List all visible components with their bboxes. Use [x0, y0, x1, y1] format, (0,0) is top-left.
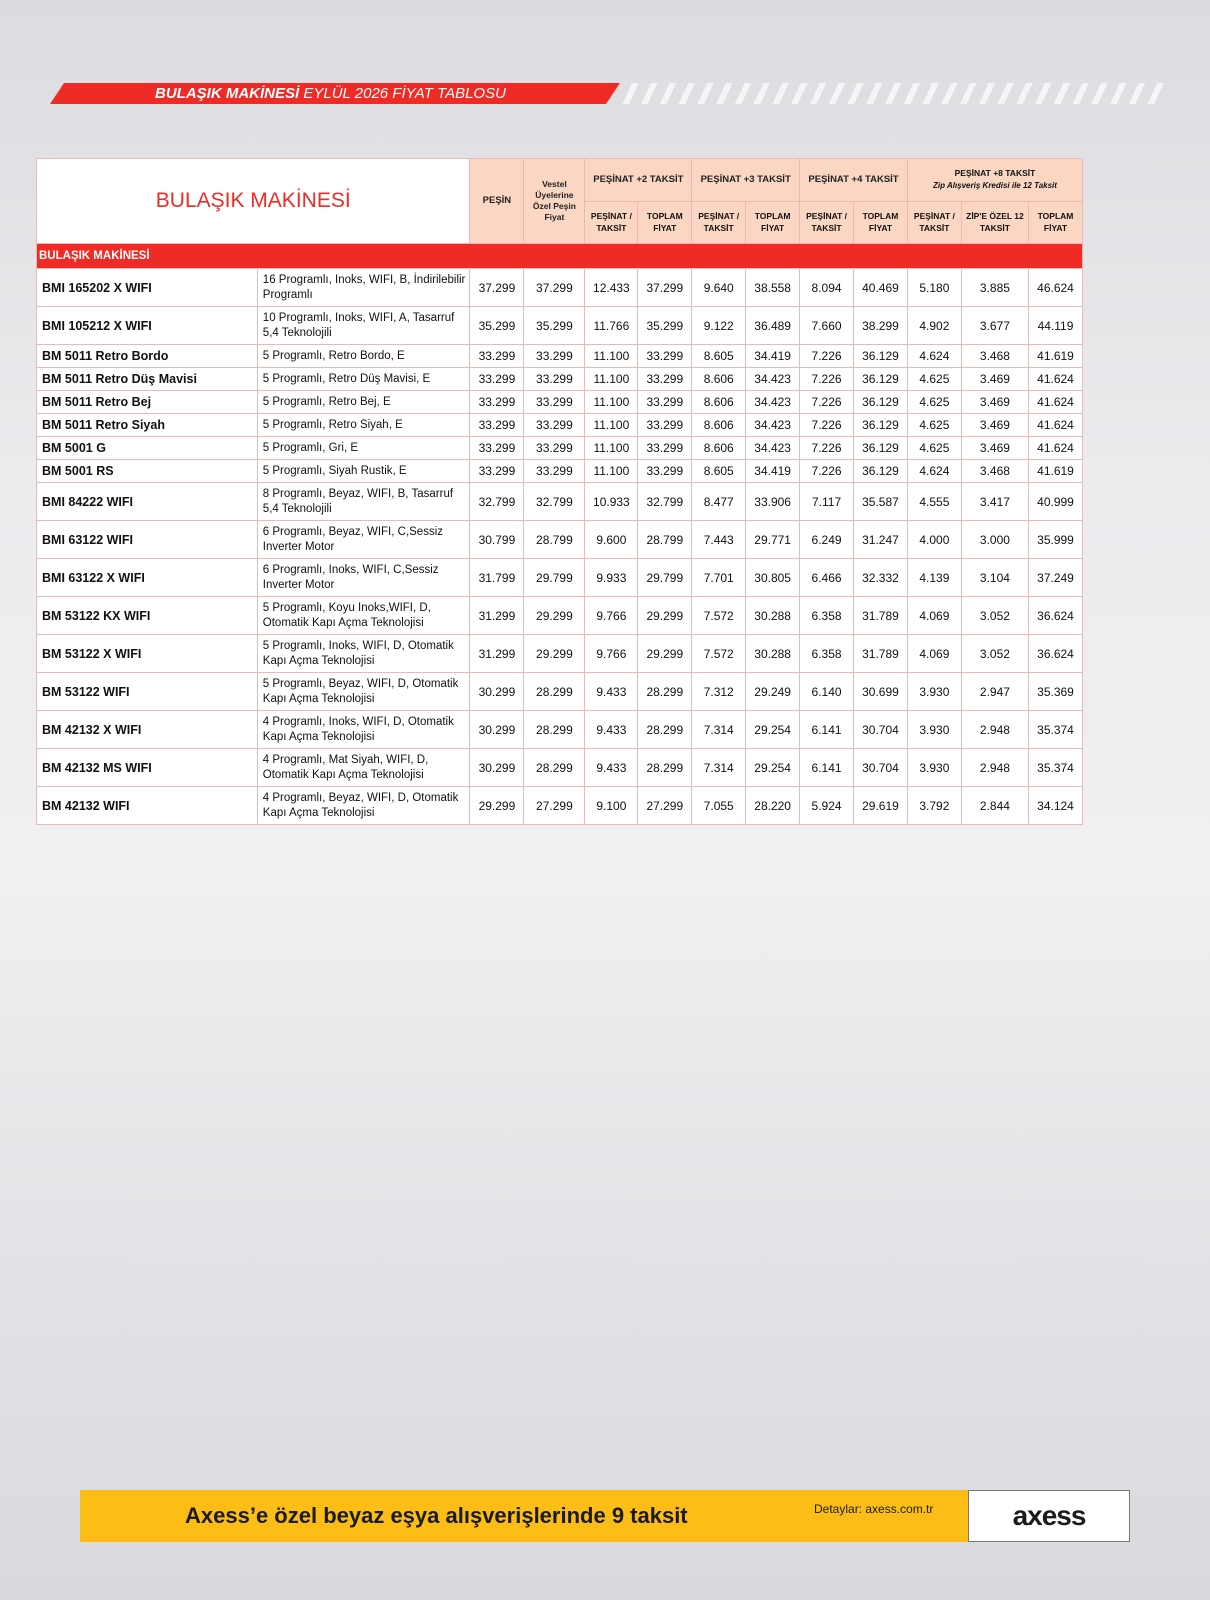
- price-cell: 9.766: [585, 635, 638, 673]
- price-cell: 11.100: [585, 391, 638, 414]
- price-cell: 6.141: [800, 749, 854, 787]
- price-cell: 29.799: [638, 559, 692, 597]
- price-cell: 33.299: [638, 368, 692, 391]
- table-row: [37, 307, 1083, 345]
- price-cell: 9.433: [585, 749, 638, 787]
- price-cell: 40.469: [854, 269, 908, 307]
- price-cell: 30.704: [854, 749, 908, 787]
- price-cell: 3.468: [961, 460, 1028, 483]
- price-cell: 30.299: [470, 711, 524, 749]
- price-cell: 28.299: [524, 711, 585, 749]
- sub-pesinat: PEŞİNAT / TAKSİT: [800, 201, 854, 244]
- model-cell: BMI 84222 WIFI: [37, 483, 258, 521]
- price-cell: 7.226: [800, 345, 854, 368]
- description-cell: 5 Programlı, Retro Düş Mavisi, E: [257, 368, 470, 391]
- price-cell: 30.288: [746, 635, 800, 673]
- price-cell: 3.885: [961, 269, 1028, 307]
- price-cell: 37.299: [470, 269, 524, 307]
- price-cell: 8.094: [800, 269, 854, 307]
- description-cell: 4 Programlı, Mat Siyah, WIFI, D, Otomatik Kapı Açma Teknolojisi: [257, 749, 470, 787]
- price-cell: 35.999: [1029, 521, 1083, 559]
- table-row: [37, 597, 1083, 635]
- price-cell: 29.254: [746, 711, 800, 749]
- price-cell: 33.906: [746, 483, 800, 521]
- price-cell: 28.799: [524, 521, 585, 559]
- table-row: [37, 269, 1083, 307]
- price-cell: 9.600: [585, 521, 638, 559]
- description-cell: 8 Programlı, Beyaz, WIFI, B, Tasarruf 5,4 Teknolojili: [257, 483, 470, 521]
- price-cell: 34.419: [746, 460, 800, 483]
- price-cell: 4.624: [907, 345, 961, 368]
- price-cell: 35.587: [854, 483, 908, 521]
- price-cell: 36.489: [746, 307, 800, 345]
- price-cell: 4.902: [907, 307, 961, 345]
- model-cell: BM 53122 X WIFI: [37, 635, 258, 673]
- price-cell: 3.417: [961, 483, 1028, 521]
- model-cell: BM 53122 KX WIFI: [37, 597, 258, 635]
- price-cell: 36.129: [854, 437, 908, 460]
- price-cell: 33.299: [638, 391, 692, 414]
- price-cell: 7.312: [692, 673, 746, 711]
- sub-toplam: TOPLAM FİYAT: [638, 201, 692, 244]
- price-cell: 4.625: [907, 368, 961, 391]
- description-cell: 16 Programlı, Inoks, WIFI, B, İndirilebilir Programlı: [257, 269, 470, 307]
- price-cell: 7.226: [800, 368, 854, 391]
- price-cell: 27.299: [524, 787, 585, 825]
- price-cell: 33.299: [524, 391, 585, 414]
- description-cell: 5 Programlı, Siyah Rustik, E: [257, 460, 470, 483]
- price-cell: 29.299: [638, 597, 692, 635]
- price-cell: 11.100: [585, 437, 638, 460]
- sub-toplam: TOPLAM FİYAT: [854, 201, 908, 244]
- description-cell: 5 Programlı, Retro Bej, E: [257, 391, 470, 414]
- price-cell: 4.624: [907, 460, 961, 483]
- price-cell: 7.660: [800, 307, 854, 345]
- price-cell: 6.358: [800, 635, 854, 673]
- price-cell: 8.606: [692, 437, 746, 460]
- price-cell: 40.999: [1029, 483, 1083, 521]
- price-cell: 3.469: [961, 391, 1028, 414]
- price-cell: 3.104: [961, 559, 1028, 597]
- price-cell: 5.924: [800, 787, 854, 825]
- price-cell: 30.799: [470, 521, 524, 559]
- section-label: BULAŞIK MAKİNESİ: [37, 244, 1083, 269]
- footer-banner: [80, 1490, 1130, 1542]
- price-cell: 28.299: [524, 749, 585, 787]
- price-cell: 30.299: [470, 749, 524, 787]
- price-cell: 36.624: [1029, 597, 1083, 635]
- price-cell: 33.299: [470, 460, 524, 483]
- price-cell: 30.699: [854, 673, 908, 711]
- description-cell: 10 Programlı, Inoks, WIFI, A, Tasarruf 5,4 Teknolojili: [257, 307, 470, 345]
- price-cell: 3.052: [961, 635, 1028, 673]
- model-cell: BM 5011 Retro Düş Mavisi: [37, 368, 258, 391]
- price-cell: 6.466: [800, 559, 854, 597]
- sub-pesinat: PEŞİNAT / TAKSİT: [907, 201, 961, 244]
- price-cell: 4.069: [907, 597, 961, 635]
- table-row: [37, 521, 1083, 559]
- price-cell: 9.433: [585, 673, 638, 711]
- price-cell: 11.100: [585, 414, 638, 437]
- price-cell: 4.625: [907, 391, 961, 414]
- price-cell: 8.477: [692, 483, 746, 521]
- price-cell: 29.254: [746, 749, 800, 787]
- group-8-title: PEŞİNAT +8 TAKSİT: [954, 168, 1036, 179]
- price-cell: 41.624: [1029, 414, 1083, 437]
- price-cell: 11.100: [585, 368, 638, 391]
- price-cell: 36.129: [854, 391, 908, 414]
- price-cell: 3.930: [907, 711, 961, 749]
- price-cell: 4.555: [907, 483, 961, 521]
- price-cell: 9.122: [692, 307, 746, 345]
- price-cell: 7.572: [692, 597, 746, 635]
- table-row: [37, 635, 1083, 673]
- price-cell: 33.299: [470, 345, 524, 368]
- price-cell: 28.299: [638, 673, 692, 711]
- price-cell: 37.299: [524, 269, 585, 307]
- heading-rest: EYLÜL 2026 FİYAT TABLOSU: [299, 85, 506, 102]
- sub-zip: ZİP'E ÖZEL 12 TAKSİT: [961, 201, 1028, 244]
- price-cell: 6.141: [800, 711, 854, 749]
- price-cell: 35.299: [470, 307, 524, 345]
- price-cell: 4.139: [907, 559, 961, 597]
- table-row: [37, 787, 1083, 825]
- price-cell: 29.299: [638, 635, 692, 673]
- price-cell: 33.299: [470, 391, 524, 414]
- price-cell: 46.624: [1029, 269, 1083, 307]
- price-cell: 4.000: [907, 521, 961, 559]
- price-cell: 41.619: [1029, 460, 1083, 483]
- price-cell: 28.220: [746, 787, 800, 825]
- price-cell: 2.948: [961, 749, 1028, 787]
- price-cell: 4.625: [907, 437, 961, 460]
- price-cell: 33.299: [524, 368, 585, 391]
- table-row: [37, 559, 1083, 597]
- price-cell: 34.423: [746, 437, 800, 460]
- price-cell: 7.314: [692, 749, 746, 787]
- price-cell: 36.129: [854, 414, 908, 437]
- price-cell: 35.374: [1029, 749, 1083, 787]
- price-cell: 33.299: [470, 414, 524, 437]
- model-cell: BM 53122 WIFI: [37, 673, 258, 711]
- price-cell: 41.619: [1029, 345, 1083, 368]
- price-cell: 8.605: [692, 460, 746, 483]
- model-cell: BMI 63122 WIFI: [37, 521, 258, 559]
- table-title: BULAŞIK MAKİNESİ: [37, 159, 470, 244]
- price-cell: 29.771: [746, 521, 800, 559]
- model-cell: BMI 165202 X WIFI: [37, 269, 258, 307]
- price-cell: 37.249: [1029, 559, 1083, 597]
- price-cell: 3.469: [961, 414, 1028, 437]
- price-cell: 32.799: [470, 483, 524, 521]
- price-cell: 11.766: [585, 307, 638, 345]
- model-cell: BMI 63122 X WIFI: [37, 559, 258, 597]
- col-vestel: Vestel Üyelerine Özel Peşin Fiyat: [524, 159, 585, 244]
- price-cell: 3.930: [907, 673, 961, 711]
- table-row: [37, 437, 1083, 460]
- price-cell: 9.433: [585, 711, 638, 749]
- sub-pesinat: PEŞİNAT / TAKSİT: [585, 201, 638, 244]
- price-cell: 4.625: [907, 414, 961, 437]
- price-cell: 7.226: [800, 414, 854, 437]
- price-cell: 35.299: [638, 307, 692, 345]
- description-cell: 6 Programlı, Beyaz, WIFI, C,Sessiz Inverter Motor: [257, 521, 470, 559]
- footer-main-text: Axess’e özel beyaz eşya alışverişlerinde 9 taksit: [185, 1503, 688, 1528]
- table-row: [37, 345, 1083, 368]
- price-cell: 32.332: [854, 559, 908, 597]
- col-pesin: PEŞİN: [470, 159, 524, 244]
- description-cell: 6 Programlı, Inoks, WIFI, C,Sessiz Inverter Motor: [257, 559, 470, 597]
- price-cell: 29.619: [854, 787, 908, 825]
- price-cell: 31.799: [470, 559, 524, 597]
- sub-toplam: TOPLAM FİYAT: [746, 201, 800, 244]
- table-row: [37, 673, 1083, 711]
- price-cell: 7.314: [692, 711, 746, 749]
- price-cell: 33.299: [470, 437, 524, 460]
- price-cell: 41.624: [1029, 437, 1083, 460]
- group-3-taksit: PEŞİNAT +3 TAKSİT: [692, 159, 800, 202]
- section-row: [37, 244, 1083, 269]
- model-cell: BM 5001 G: [37, 437, 258, 460]
- price-cell: 9.766: [585, 597, 638, 635]
- price-cell: 33.299: [524, 460, 585, 483]
- group-2-taksit: PEŞİNAT +2 TAKSİT: [585, 159, 692, 202]
- price-cell: 28.299: [638, 749, 692, 787]
- model-cell: BM 5011 Retro Bej: [37, 391, 258, 414]
- price-cell: 11.100: [585, 460, 638, 483]
- price-cell: 3.469: [961, 437, 1028, 460]
- group-8-subtitle: Zip Alışveriş Kredisi ile 12 Taksit: [933, 181, 1057, 191]
- price-cell: 2.948: [961, 711, 1028, 749]
- description-cell: 5 Programlı, Retro Bordo, E: [257, 345, 470, 368]
- price-cell: 33.299: [524, 345, 585, 368]
- model-cell: BM 5001 RS: [37, 460, 258, 483]
- price-cell: 6.358: [800, 597, 854, 635]
- table-row: [37, 391, 1083, 414]
- description-cell: 5 Programlı, Beyaz, WIFI, D, Otomatik Kapı Açma Teknolojisi: [257, 673, 470, 711]
- price-cell: 29.799: [524, 559, 585, 597]
- price-cell: 7.701: [692, 559, 746, 597]
- price-cell: 38.299: [854, 307, 908, 345]
- price-cell: 41.624: [1029, 368, 1083, 391]
- description-cell: 4 Programlı, Inoks, WIFI, D, Otomatik Kapı Açma Teknolojisi: [257, 711, 470, 749]
- price-cell: 29.299: [524, 635, 585, 673]
- price-cell: 35.374: [1029, 711, 1083, 749]
- model-cell: BMI 105212 X WIFI: [37, 307, 258, 345]
- price-cell: 10.933: [585, 483, 638, 521]
- price-cell: 33.299: [638, 460, 692, 483]
- description-cell: 5 Programlı, Gri, E: [257, 437, 470, 460]
- price-cell: 4.069: [907, 635, 961, 673]
- price-cell: 3.000: [961, 521, 1028, 559]
- price-cell: 29.299: [470, 787, 524, 825]
- table-row: [37, 483, 1083, 521]
- price-cell: 34.419: [746, 345, 800, 368]
- table-row: [37, 414, 1083, 437]
- price-cell: 31.789: [854, 635, 908, 673]
- description-cell: 5 Programlı, Inoks, WIFI, D, Otomatik Kapı Açma Teknolojisi: [257, 635, 470, 673]
- price-table: [36, 158, 1083, 825]
- price-cell: 5.180: [907, 269, 961, 307]
- price-cell: 2.947: [961, 673, 1028, 711]
- price-cell: 34.423: [746, 391, 800, 414]
- price-cell: 33.299: [524, 437, 585, 460]
- price-cell: 6.140: [800, 673, 854, 711]
- footer-details-link[interactable]: Detaylar: axess.com.tr: [814, 1502, 934, 1516]
- price-cell: 30.299: [470, 673, 524, 711]
- price-cell: 33.299: [638, 437, 692, 460]
- price-cell: 29.249: [746, 673, 800, 711]
- price-cell: 33.299: [524, 414, 585, 437]
- price-cell: 12.433: [585, 269, 638, 307]
- price-cell: 38.558: [746, 269, 800, 307]
- price-cell: 44.119: [1029, 307, 1083, 345]
- price-cell: 3.677: [961, 307, 1028, 345]
- price-cell: 35.299: [524, 307, 585, 345]
- price-cell: 6.249: [800, 521, 854, 559]
- description-cell: 5 Programlı, Retro Siyah, E: [257, 414, 470, 437]
- price-cell: 8.606: [692, 368, 746, 391]
- axess-logo: axess: [968, 1490, 1130, 1542]
- price-cell: 31.299: [470, 597, 524, 635]
- group-8-taksit: [907, 159, 1082, 202]
- price-cell: 3.052: [961, 597, 1028, 635]
- heading-bold: BULAŞIK MAKİNESİ: [155, 85, 300, 102]
- model-cell: BM 5011 Retro Bordo: [37, 345, 258, 368]
- price-cell: 8.606: [692, 391, 746, 414]
- table-row: [37, 749, 1083, 787]
- decorative-stripes: [620, 83, 1165, 104]
- table-row: [37, 368, 1083, 391]
- price-cell: 9.640: [692, 269, 746, 307]
- price-cell: 32.799: [638, 483, 692, 521]
- price-cell: 33.299: [638, 414, 692, 437]
- price-cell: 28.299: [524, 673, 585, 711]
- price-cell: 29.299: [524, 597, 585, 635]
- price-cell: 11.100: [585, 345, 638, 368]
- price-cell: 28.299: [638, 711, 692, 749]
- table-row: [37, 711, 1083, 749]
- price-cell: 32.799: [524, 483, 585, 521]
- price-cell: 35.369: [1029, 673, 1083, 711]
- description-cell: 4 Programlı, Beyaz, WIFI, D, Otomatik Kapı Açma Teknolojisi: [257, 787, 470, 825]
- price-cell: 34.423: [746, 414, 800, 437]
- price-cell: 34.423: [746, 368, 800, 391]
- price-cell: 7.443: [692, 521, 746, 559]
- price-cell: 31.299: [470, 635, 524, 673]
- price-cell: 2.844: [961, 787, 1028, 825]
- page-heading: [155, 84, 506, 104]
- price-cell: 31.247: [854, 521, 908, 559]
- price-cell: 36.129: [854, 345, 908, 368]
- price-cell: 9.100: [585, 787, 638, 825]
- price-cell: 30.288: [746, 597, 800, 635]
- price-cell: 36.129: [854, 460, 908, 483]
- price-cell: 27.299: [638, 787, 692, 825]
- price-cell: 36.129: [854, 368, 908, 391]
- price-cell: 9.933: [585, 559, 638, 597]
- model-cell: BM 42132 MS WIFI: [37, 749, 258, 787]
- price-cell: 7.226: [800, 460, 854, 483]
- price-cell: 7.117: [800, 483, 854, 521]
- price-cell: 41.624: [1029, 391, 1083, 414]
- description-cell: 5 Programlı, Koyu Inoks,WIFI, D, Otomatik Kapı Açma Teknolojisi: [257, 597, 470, 635]
- sub-pesinat: PEŞİNAT / TAKSİT: [692, 201, 746, 244]
- price-cell: 37.299: [638, 269, 692, 307]
- price-cell: 36.624: [1029, 635, 1083, 673]
- price-cell: 28.799: [638, 521, 692, 559]
- price-cell: 8.606: [692, 414, 746, 437]
- price-cell: 3.468: [961, 345, 1028, 368]
- sub-toplam: TOPLAM FİYAT: [1029, 201, 1083, 244]
- model-cell: BM 42132 X WIFI: [37, 711, 258, 749]
- price-cell: 7.055: [692, 787, 746, 825]
- price-cell: 7.226: [800, 437, 854, 460]
- price-cell: 30.805: [746, 559, 800, 597]
- price-cell: 3.792: [907, 787, 961, 825]
- price-cell: 3.469: [961, 368, 1028, 391]
- table-row: [37, 460, 1083, 483]
- price-cell: 33.299: [470, 368, 524, 391]
- group-4-taksit: PEŞİNAT +4 TAKSİT: [800, 159, 908, 202]
- price-cell: 7.572: [692, 635, 746, 673]
- price-cell: 7.226: [800, 391, 854, 414]
- model-cell: BM 5011 Retro Siyah: [37, 414, 258, 437]
- price-cell: 31.789: [854, 597, 908, 635]
- price-cell: 3.930: [907, 749, 961, 787]
- price-cell: 8.605: [692, 345, 746, 368]
- price-cell: 30.704: [854, 711, 908, 749]
- price-cell: 33.299: [638, 345, 692, 368]
- model-cell: BM 42132 WIFI: [37, 787, 258, 825]
- price-cell: 34.124: [1029, 787, 1083, 825]
